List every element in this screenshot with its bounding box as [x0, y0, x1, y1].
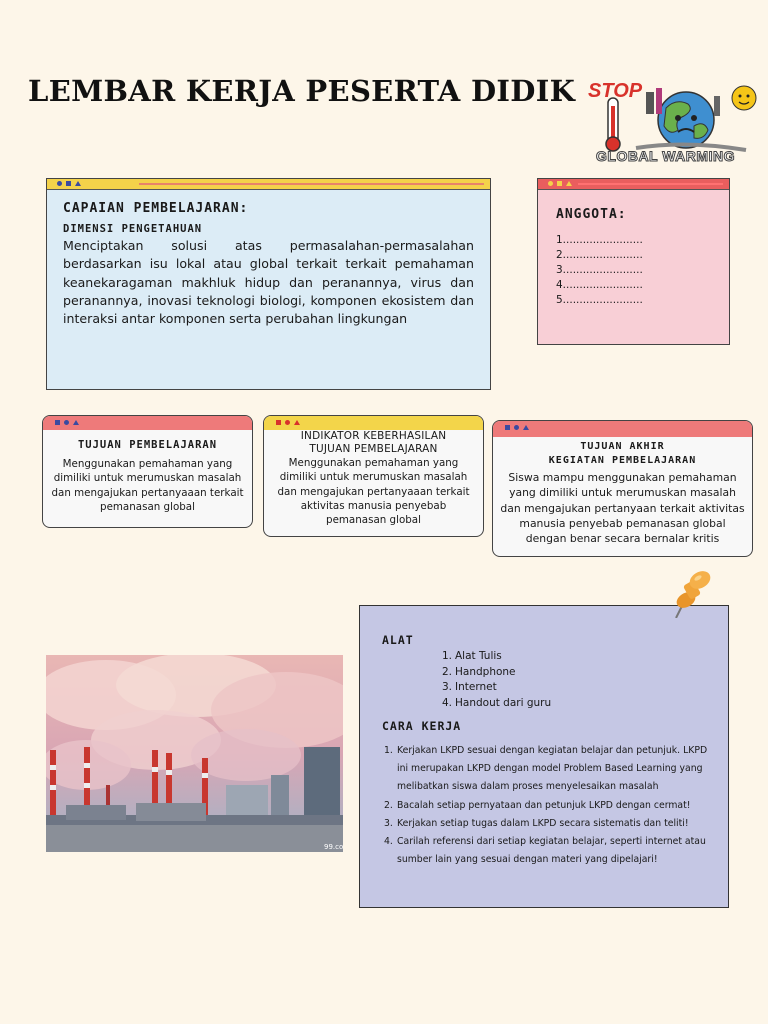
factory-pollution-photo [46, 655, 343, 852]
card-body: Menggunakan pemahaman yang dimiliki untuk merumuskan masalah dan mengajukan pertanyaaan terkait aktivitas manusia penyebab pemanasan global [277, 457, 470, 527]
cara-kerja-item [384, 815, 714, 833]
cara-kerja-list [384, 742, 714, 869]
triangle-icon [294, 420, 300, 425]
anggota-item: 1........................ [556, 234, 643, 246]
alat-item [438, 696, 551, 712]
item-text: Alat Tulis [455, 650, 502, 662]
tujuan-pembelajaran-card [42, 415, 253, 528]
item-number: 3. [441, 681, 452, 693]
capaian-subheading: DIMENSI PENGETAHUAN [63, 223, 203, 235]
window-title-bar [538, 179, 729, 190]
capaian-pembelajaran-panel [46, 178, 491, 390]
alat-item [438, 680, 551, 696]
photo-watermark: 99.co [324, 843, 343, 851]
item-number: 2. [441, 665, 452, 678]
card-body: Menggunakan pemahaman yang dimiliki untuk merumuskan masalah dan mengajukan pertanyaaan terkait pemanasan global [51, 458, 244, 513]
circle-icon [285, 420, 290, 425]
cara-kerja-item [384, 742, 714, 797]
card-title-bar [264, 416, 483, 430]
item-number: 1. [441, 650, 452, 662]
card-title-line2: TUJUAN PEMBELAJARAN [309, 443, 438, 455]
card-body: Siswa mampu menggunakan pemahaman yang dimiliki untuk merumuskan masalah dan mengajukan pertanyaan terkait aktivitas manusia penyebab pemanasan global dengan benar secara bernalar kritis [500, 471, 745, 546]
circle-icon [514, 425, 519, 430]
alat-heading: ALAT [382, 633, 414, 647]
item-text: Carilah referensi dari setiap kegiatan belajar, seperti internet atau sumber lain yang sesuai dengan materi yang dipelajari! [397, 836, 706, 866]
item-text: Bacalah setiap pernyataan dan petunjuk LKPD dengan cermat! [397, 799, 691, 811]
item-text: Handphone [455, 665, 516, 678]
title-bar-line [139, 183, 484, 185]
anggota-list [556, 233, 643, 308]
logo-global-warming-text: GLOBAL WARMING [596, 148, 735, 164]
item-number: 1. [384, 745, 393, 756]
square-icon [66, 181, 71, 186]
card-title-line1: INDIKATOR KEBERHASILAN [300, 430, 447, 442]
item-text: Internet [455, 681, 497, 693]
page-title: LEMBAR KERJA PESERTA DIDIK [28, 74, 576, 108]
anggota-item: 2........................ [556, 249, 643, 261]
item-text: Kerjakan setiap tugas dalam LKPD secara sistematis dan teliti! [397, 817, 689, 829]
card-title-bar [493, 421, 752, 437]
item-text: Kerjakan LKPD sesuai dengan kegiatan belajar dan petunjuk. LKPD ini merupakan LKPD dengan model Problem Based Learning yang melibatkan siswa dalam proses menyelesaikan masalah [397, 745, 708, 793]
item-number: 4. [384, 836, 393, 848]
tujuan-akhir-card [492, 420, 753, 557]
alat-item [438, 649, 551, 665]
push-pin-icon [670, 568, 714, 618]
alat-item [438, 665, 551, 681]
card-title: TUJUAN PEMBELAJARAN [77, 439, 218, 451]
square-icon [276, 420, 281, 425]
item-number: 4. [441, 696, 452, 709]
triangle-icon [75, 181, 81, 186]
anggota-item: 3........................ [556, 264, 643, 276]
cara-kerja-item [384, 797, 714, 815]
card-title-line2: KEGIATAN PEMBELAJARAN [548, 455, 697, 466]
card-title-bar [43, 416, 252, 430]
alat-cara-kerja-panel [359, 605, 729, 908]
capaian-heading: CAPAIAN PEMBELAJARAN: [63, 201, 249, 216]
logo-stop-text: STOP [588, 80, 643, 102]
square-icon [505, 425, 510, 430]
anggota-item: 4........................ [556, 279, 643, 291]
circle-icon [548, 181, 553, 186]
square-icon [55, 420, 60, 425]
capaian-body: Menciptakan solusi atas permasalahan-permasalahan berdasarkan isu lokal atau global terkait terkait pemahaman keanekaragaman makhluk hidup dan peranannya, virus dan peranannya, inovasi teknologi biologi, komponen ekosistem dan interaksi antar komponen serta perubahan lingkungan [63, 238, 474, 327]
cara-kerja-heading: CARA KERJA [382, 719, 462, 733]
triangle-icon [523, 425, 529, 430]
triangle-icon [566, 181, 572, 186]
square-icon [557, 181, 562, 186]
cara-kerja-item [384, 833, 714, 869]
circle-icon [57, 181, 62, 186]
title-bar-line [578, 183, 723, 185]
anggota-item: 5........................ [556, 294, 643, 306]
item-number: 2. [384, 799, 393, 811]
card-title-line1: TUJUAN AKHIR [580, 441, 665, 452]
indikator-keberhasilan-card [263, 415, 484, 537]
anggota-panel [537, 178, 730, 345]
triangle-icon [73, 420, 79, 425]
item-number: 3. [384, 817, 393, 829]
item-text: Handout dari guru [455, 696, 552, 709]
anggota-heading: ANGGOTA: [556, 207, 627, 222]
stop-global-warming-logo [586, 78, 768, 168]
alat-list [438, 649, 551, 711]
window-title-bar [47, 179, 490, 190]
circle-icon [64, 420, 69, 425]
